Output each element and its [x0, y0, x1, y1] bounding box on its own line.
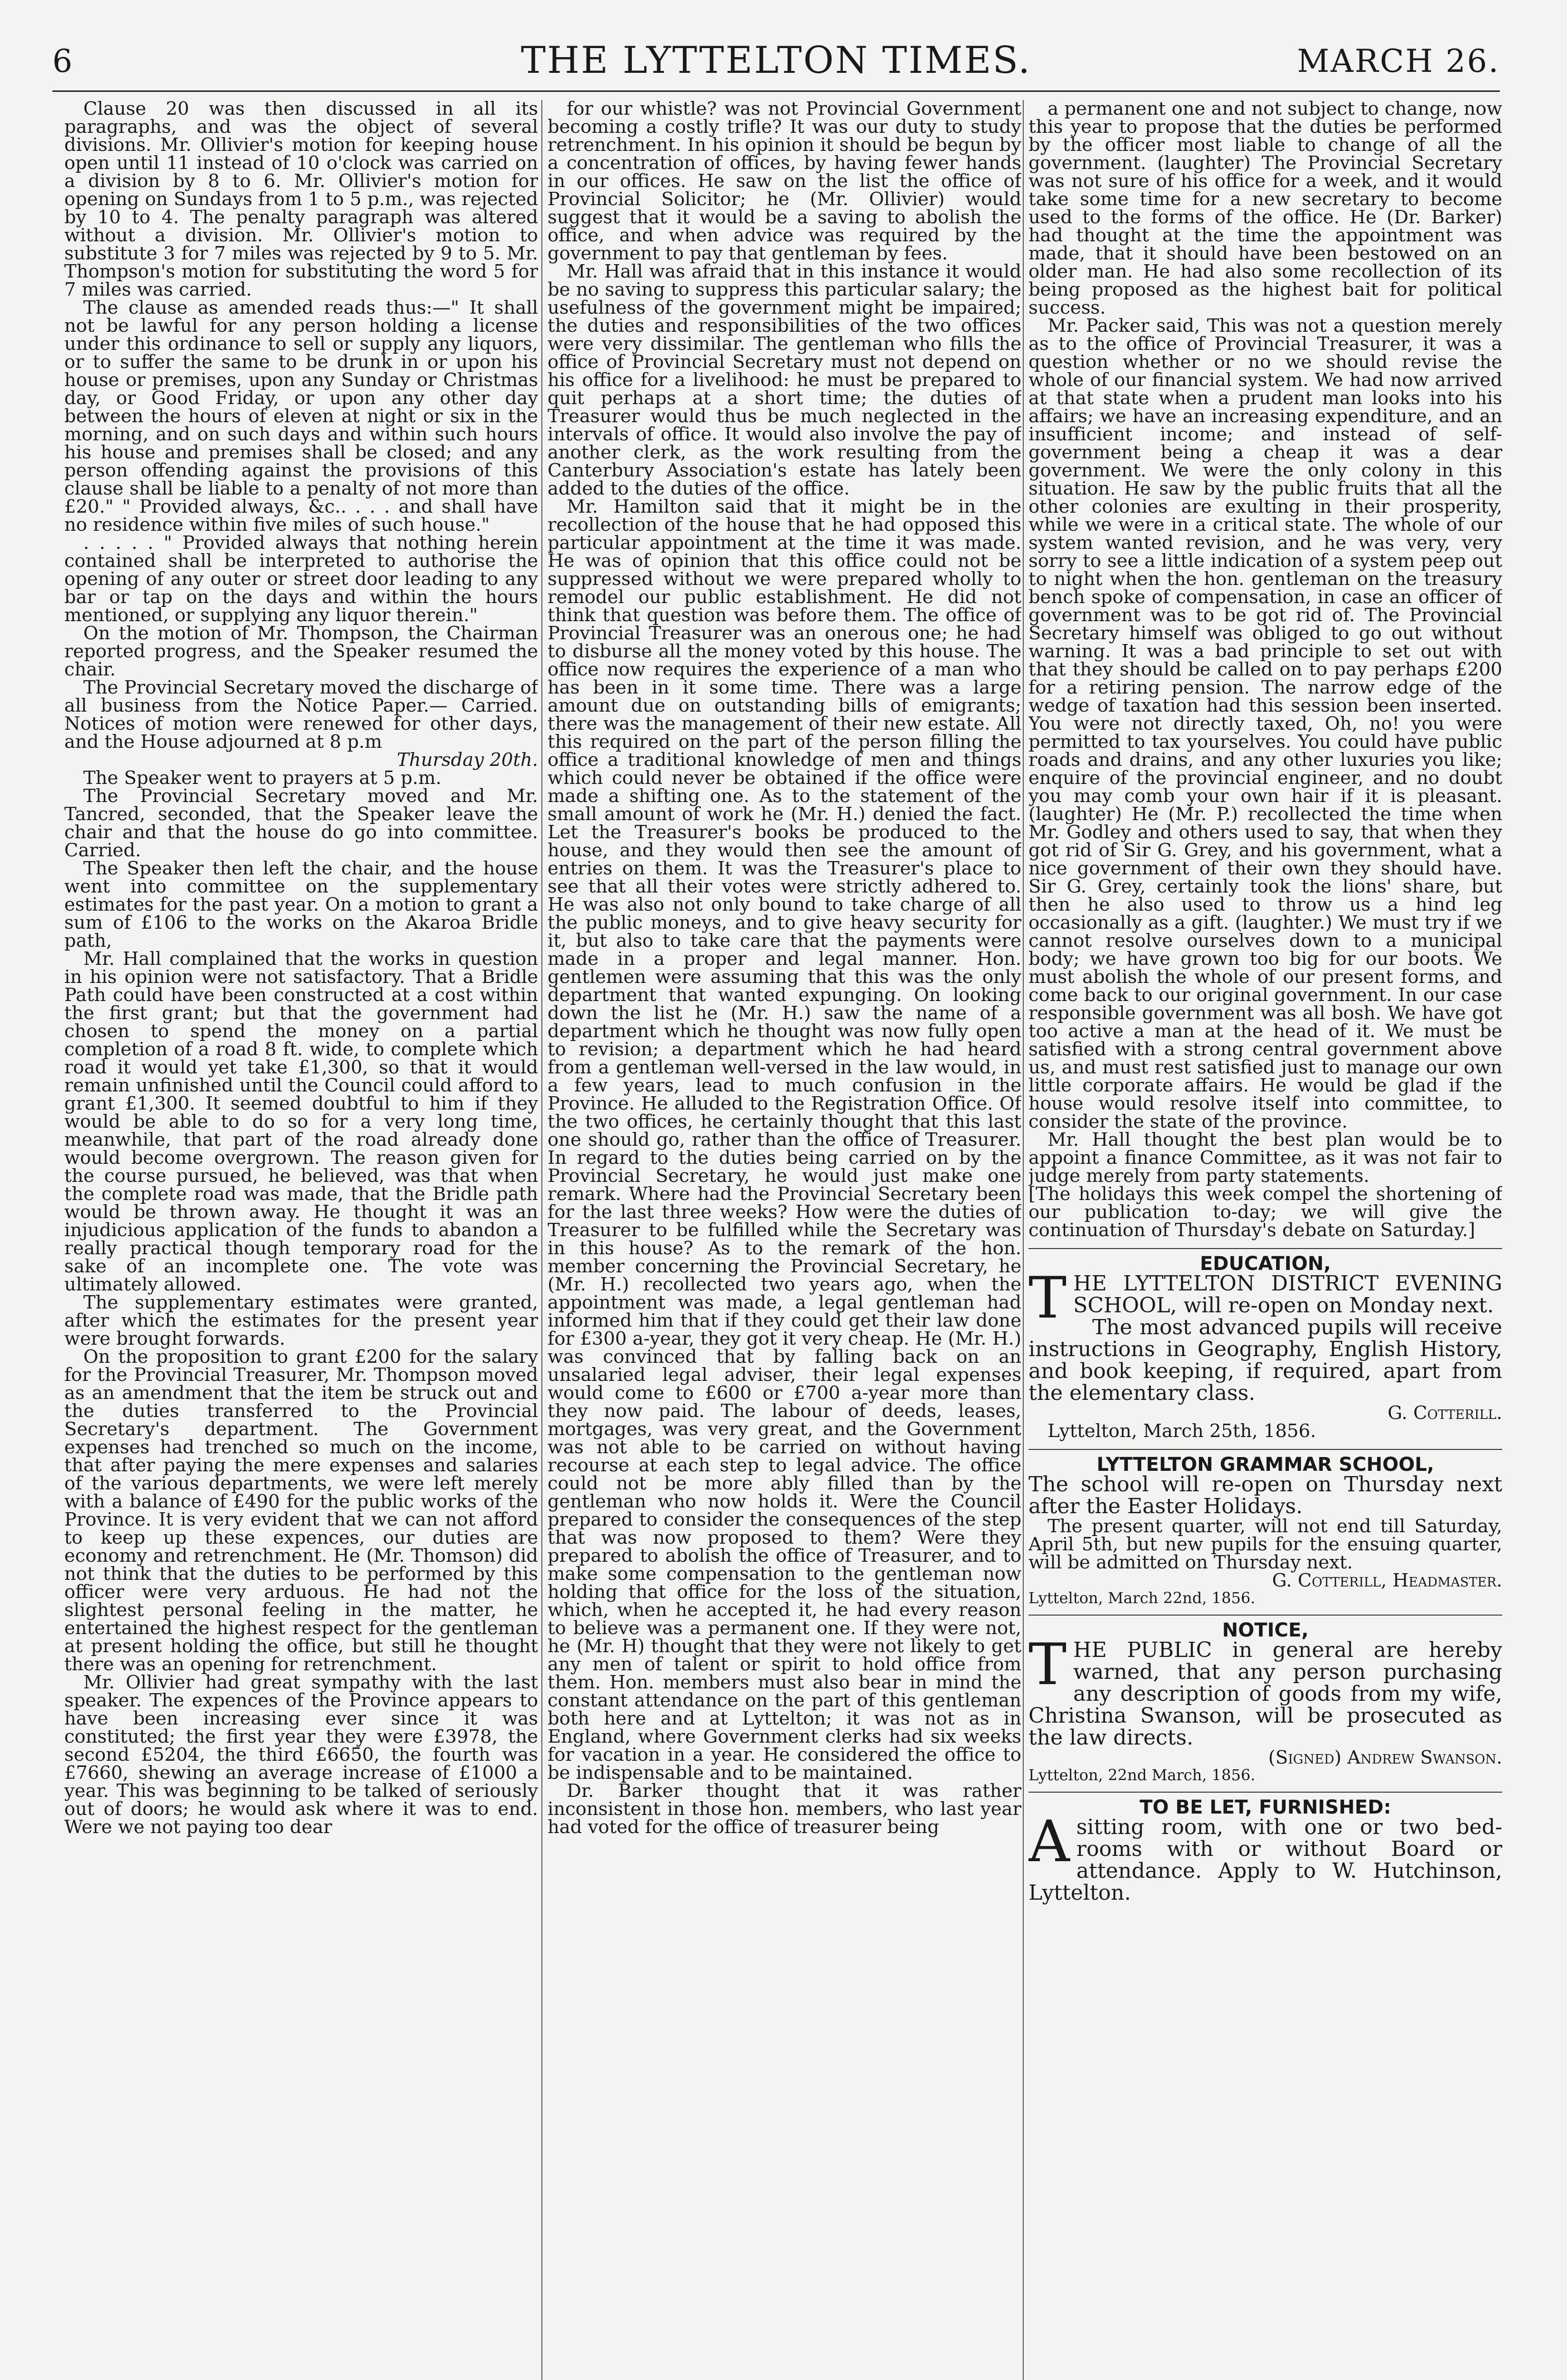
column-two [548, 100, 1021, 2380]
advert-lead: THE LYTTELTON DISTRICT EVENING SCHOOL, will re-open on Monday next. [1028, 1265, 1502, 1331]
column-divider [541, 100, 542, 2380]
advert-evening-school [1028, 1255, 1502, 1440]
advert-to-let [1028, 1798, 1502, 1904]
editorial-note: [The holidays this week compel the shortening of our publication to-day; we will give the continuation of Thursday's debate on Saturday.] [1028, 1183, 1502, 1241]
article-paragraph: On the proposition to grant £200 for the salary for the Provincial Treasurer, Mr. Thompson moved as an amendment that the item be struck out and the duties transferred to the Provincial Secretary's department. The Government expenses had trenched so much on the income, that after paying the mere expenses and salaries of the various departments, we were left merely with a balance of £490 for the public works of the Province. It is very evident that we can not afford to keep up these expences, our duties are economy and retrenchment. He (Mr. Thomson) did not think that the duties to be performed by this officer were very arduous. He had not the slightest personal feeling in the matter, he entertained the highest respect for the gentleman at present holding the office, but still he thought there was an opening for retrenchment. [64, 1346, 538, 1675]
advert-notice [1028, 1621, 1502, 1783]
article-paragraph: Mr. Ollivier had great sympathy with the last speaker. The expences of the Province appears to have been increasing ever since it was constituted; the first year they were £3978, the second £5204, the third £6650, the fourth was £7660, shewing an average increase of £1000 a year. This was beginning to be talked of seriously out of doors; he would ask where it was to end. Were we not paying too dear [64, 1672, 538, 1838]
drop-cap: T [1028, 1632, 1067, 1698]
advert-lead: A sitting room, with one or two bed-rooms with or without Board or attendance. Apply to W. Hutchinson, Lyttelton. [1028, 1809, 1502, 1905]
advert-lead: The school will re-open on Thursday next after the Easter Holidays. [1028, 1472, 1502, 1518]
section-heading: Thursday 20th. [397, 749, 538, 771]
advert-signature: G. Cotterill. [1387, 1402, 1502, 1424]
article-paragraph: Mr. Hall complained that the works in question in his opinion were not satisfactory. That a Bridle Path could have been constructed at a cost within the first grant; but that the government had chosen to spend the money on a partial completion of a road 8 ft. wide, to complete which road it would yet take £1,300, so that it would remain unfinished until the Council could afford to grant £1,300. It seemed doubtful to him if they would be able to do so for a very long time, meanwhile, that part of the road already done would become overgrown. The reason given for the course pursued, he believed, was that when the complete road was made, that the Bridle path would be thrown away. He thought it was an injudicious application of the funds to abandon a really practical though temporary road for the sake of an incomplete one. The vote was ultimately allowed. [64, 948, 538, 1295]
article-paragraph: a permanent one and not subject to change, now this year to propose that the duties be performed by the officer most liable to change of all the government. (laughter) The Provincial Secretary was not sure of his office for a week, and it would take some time for a new secretary to become used to the forms of the office. He (Dr. Barker) had thought at the time the appointment was made, that it should have been bestowed on an older man. He had also some recollection of its being proposed as the highest bait for political success. [1028, 100, 1502, 318]
article-paragraph: The clause as amended reads thus:—" It shall not be lawful for any person holding a license under this ordinance to sell or supply any liquors, or to suffer the same to be drunk in or upon his house or premises, upon any Sunday or Christmas day, or Good Friday, or upon any other day between the hours of eleven at night or six in the morning, and on such days and within such hours his house and premises shall be closed; and any person offending against the provisions of this clause shall be liable to a penalty of not more than £20." " Provided always, &c.. . . . and shall have no residence within five miles of such house." [64, 297, 538, 536]
article-paragraph: The Speaker then left the chair, and the house went into committee on the supplementary estimates for the past year. On a motion to grant a sum of £106 to the works on the Akaroa Bridle path, [64, 858, 538, 952]
advert-heading: NOTICE, [1222, 1619, 1309, 1641]
article-paragraph: The supplementary estimates were granted, after which the estimates for the present year were brought forwards. [64, 1292, 538, 1349]
article-paragraph: The Provincial Secretary moved the discharge of all business from the Notice Paper.— Carried. Notices of motion were renewed for other days, and the House adjourned at 8 p.m [64, 677, 538, 753]
advert-divider [1028, 1449, 1502, 1450]
advert-body: The most advanced pupils will receive instructions in Geography, English History, and book keeping, if required, apart from the elementary class. [1028, 1315, 1502, 1405]
article-paragraph: The Speaker went to prayers at 5 p.m. [83, 767, 442, 789]
advert-signature: (Signed) Andrew Swanson. [1268, 1747, 1502, 1768]
advert-dateline: Lyttelton, March 25th, 1856. [1048, 1420, 1316, 1442]
issue-date: MARCH 26. [1297, 43, 1500, 79]
header-rule [52, 90, 1500, 92]
advert-heading: EDUCATION, [1199, 1253, 1331, 1275]
advert-divider [1028, 1248, 1502, 1249]
column-divider [1023, 100, 1024, 2380]
column-one [64, 100, 538, 2380]
article-paragraph: Mr. Hamilton said that it might be in the recollection of the house that he had opposed this particular appointment at the time it was made. He was of opinion that this office could not be suppressed without we were prepared wholly to remodel our public establishment. He did not think that question was before them. The office of Provincial Treasurer was an onerous one; he had to disburse all the money voted by this house. The office now requires the experience of a man who has been in it some time. There was a large amount due on outstanding bills of emigrants; there was the management of their new estate. All this required on the part of the person filling the office a traditional knowledge of men and things which could never be obtained if the office were made a shifting one. As to the statement of the small amount of work he (Mr. H.) denied the fact. Let the Treasurer's books be produced to the house, and they would then see the amount of entries on them. It was the Treasurer's place to see that all their votes were strictly adhered to. He was also not only bound to take charge of all the public moneys, and to give heavy security for it, but also to take care that the payments were made in a proper and legal manner. Hon. gentlemen were assuming that this was the only department that wanted expunging. On looking down the list he (Mr. H.) saw the name of a department which he thought was now fully open to revision; a department which he had heard from a gentleman well-versed in the law would, in a few years, lead to much confusion in the Province. He alluded to the Registration Office. Of the two offices, he certainly thought that this last one should go, rather than the office of Treasurer. In regard to the duties being carried on by the Provincial Secretary, he would just make one remark. Where had the Provincial Secretary been for the last three weeks? How were the duties of Treasurer to be fulfilled while the Secretary was in this house? As to the remark of the hon. member concerning the Provincial Secretary, he (Mr. H.) recollected two years ago, when the appointment was made, a legal gentleman had informed him that if they could get their law done for £300 a-year, they got it very cheap. He (Mr. H.) was convinced that by falling back on an unsalaried legal adviser, their legal expenses would come to £600 or £700 a-year more than they now paid. The labour of deeds, leases, mortgages, was very great, and the Government was not able to be carried on without having recourse at each step to legal advice. The office could not be more ably filled than by the gentleman who now holds it. Were the Council prepared to consider the consequences of the step that was now proposed to them? Were they prepared to abolish the office of Treasurer, and to make some compensation to the gentleman now holding that office for the loss of the situation, which, when he accepted it, he had every reason to believe was a permanent one. If they were not, he (Mr. H) thought that they were not likely to get any men of talent or spirit to hold office from them. Hon. members must also bear in mind the constant attendance on the part of this gentleman both here and at Lyttelton; it was not as in England, where Government clerks had six weeks for vacation in a year. He considered the office to be indispensable and to be maintained. [548, 496, 1021, 1784]
page-number: 6 [52, 43, 72, 79]
advert-divider [1028, 1792, 1502, 1793]
page-header [52, 19, 1500, 90]
article-paragraph: On the motion of Mr. Thompson, the Chairman reported progress, and the Speaker resumed the chair. [64, 623, 538, 680]
column-three [1028, 100, 1502, 2380]
advert-lead: THE PUBLIC in general are hereby warned, that any person purchasing any description of goods from my wife, Christina Swanson, will be prosecuted as the law directs. [1028, 1632, 1502, 1750]
advert-grammar-school [1028, 1456, 1502, 1606]
article-paragraph: Clause 20 was then discussed in all its paragraphs, and was the object of several divisions. Mr. Ollivier's motion for keeping house open until 11 instead of 10 o'clock was carried on a division by 8 to 6. Mr. Ollivier's motion for opening on Sundays from 1 to 5 p.m., was rejected by 10 to 4. The penalty paragraph was altered without a division. Mr. Ollivier's motion to substitute 3 for 7 miles was rejected by 9 to 5. Mr. Thompson's motion for substituting the word 5 for 7 miles was carried. [64, 100, 538, 300]
article-paragraph: Dr. Barker thought that it was rather inconsistent in those hon. members, who last year had voted for the office of treasurer being [548, 1780, 1021, 1838]
article-paragraph: . . . . . " Provided always that nothing herein contained shall be interpreted to authorise the opening of any outer or street door leading to any bar or tap on the days and within the hours mentioned, or supplying any liquor therein." [64, 532, 538, 626]
advert-signature: G. Cotterill, Headmaster. [1272, 1570, 1502, 1591]
drop-cap: A [1028, 1809, 1070, 1875]
advert-heading: LYTTELTON GRAMMAR SCHOOL, [1097, 1454, 1434, 1476]
advert-divider [1028, 1615, 1502, 1616]
advert-body: The present quarter, will not end till Saturday, April 5th, but new pupils for the ensuing quarter, will be admitted on Thursday next. [1028, 1516, 1502, 1573]
advert-heading: TO BE LET, FURNISHED: [1139, 1796, 1391, 1818]
article-paragraph: for our whistle? was not Provincial Government becoming a costly trifle? It was our duty to study retrenchment. In his opinion it should be begun by a concentration of offices, by having fewer hands in our offices. He saw on the list the office of Provincial Solicitor; he (Mr. Ollivier) would suggest that it would be a saving to abolish the office, and when advice was required by the government to pay that gentleman by fees. [548, 100, 1021, 264]
advert-dateline: Lyttelton, March 22nd, 1856. [1028, 1589, 1256, 1607]
article-paragraph: Mr. Hall thought the best plan would be to appoint a finance Committee, as it was not fair to judge merely from party statements. [1028, 1129, 1502, 1187]
masthead-title: THE LYTTELTON TIMES. [520, 39, 1032, 82]
advert-dateline: Lyttelton, 22nd March, 1856. [1028, 1766, 1256, 1784]
article-paragraph: Mr. Hall was afraid that in this instance it would be no saving to suppress this particular salary; the usefulness of the government might be impaired; the duties and responsibilities of the two offices were very dissimilar. The gentleman who fills the office of Provincial Secretary must not depend on his office for a livelihood: he must be prepared to quit perhaps at a short time; the duties of Treasurer would thus be much neglected in the intervals of office. It would also involve the pay of another clerk, as the work resulting from the Canterbury Association's estate has lately been added to the duties of the office. [548, 261, 1021, 499]
article-paragraph: Mr. Packer said, This was not a question merely as to the office of Provincial Treasurer, it was a question whether or no we should revise the whole of our financial system. We had now arrived at that state when a prudent man looks into his affairs; we have an increasing expenditure, and an insufficient income; and instead of self-government being a cheap it was a dear government. We were the only colony in this situation. He saw by the public fruits that all the other colonies are exulting in their prosperity, while we were in a critical state. The whole of our system wanted revision, and he was very, very sorry to see a little indication of a system peep out to night when the hon. gentleman on the treasury bench spoke of compensation, in case an officer of government was to be got rid of. The Provincial Secretary himself was obliged to go out without warning. It was a bad principle to set out with that they should be called on to pay perhaps £200 for a retiring pension. The narrow edge of the wedge of taxation had this session been inserted. You were not directly taxed, Oh, no! you were permitted to tax yourselves. You could have public roads and drains, and any other luxuries you like; enquire of the provincial engineer, and no doubt you may comb your own hair if it is pleasant. (laughter) He (Mr. P.) recollected the time when Mr. Godley and others used to say, that when they got rid of Sir G. Grey, and his government, what a nice government of their own they should have. Sir G. Grey, certainly took the lions' share, but then he also used to throw us a hind leg occasionally as a gift. (laughter.) We must try if we cannot resolve ourselves down to a municipal body; we have grown too big for our boots. We must abolish the whole of our present forms, and come back to our original government. In our case responsible government was all bosh. We have got too active a man at the head of it. We must be satisfied with a strong central government above us, and must rest satisfied just to manage our own little corporate affairs. He would be glad if the house would resolve itself into committee, to consider the state of the province. [1028, 315, 1502, 1132]
article-paragraph: The Provincial Secretary moved and Mr. Tancred, seconded, that the Speaker leave the chair and that the house do go into committee. Carried. [64, 785, 538, 861]
drop-cap: T [1028, 1265, 1067, 1331]
